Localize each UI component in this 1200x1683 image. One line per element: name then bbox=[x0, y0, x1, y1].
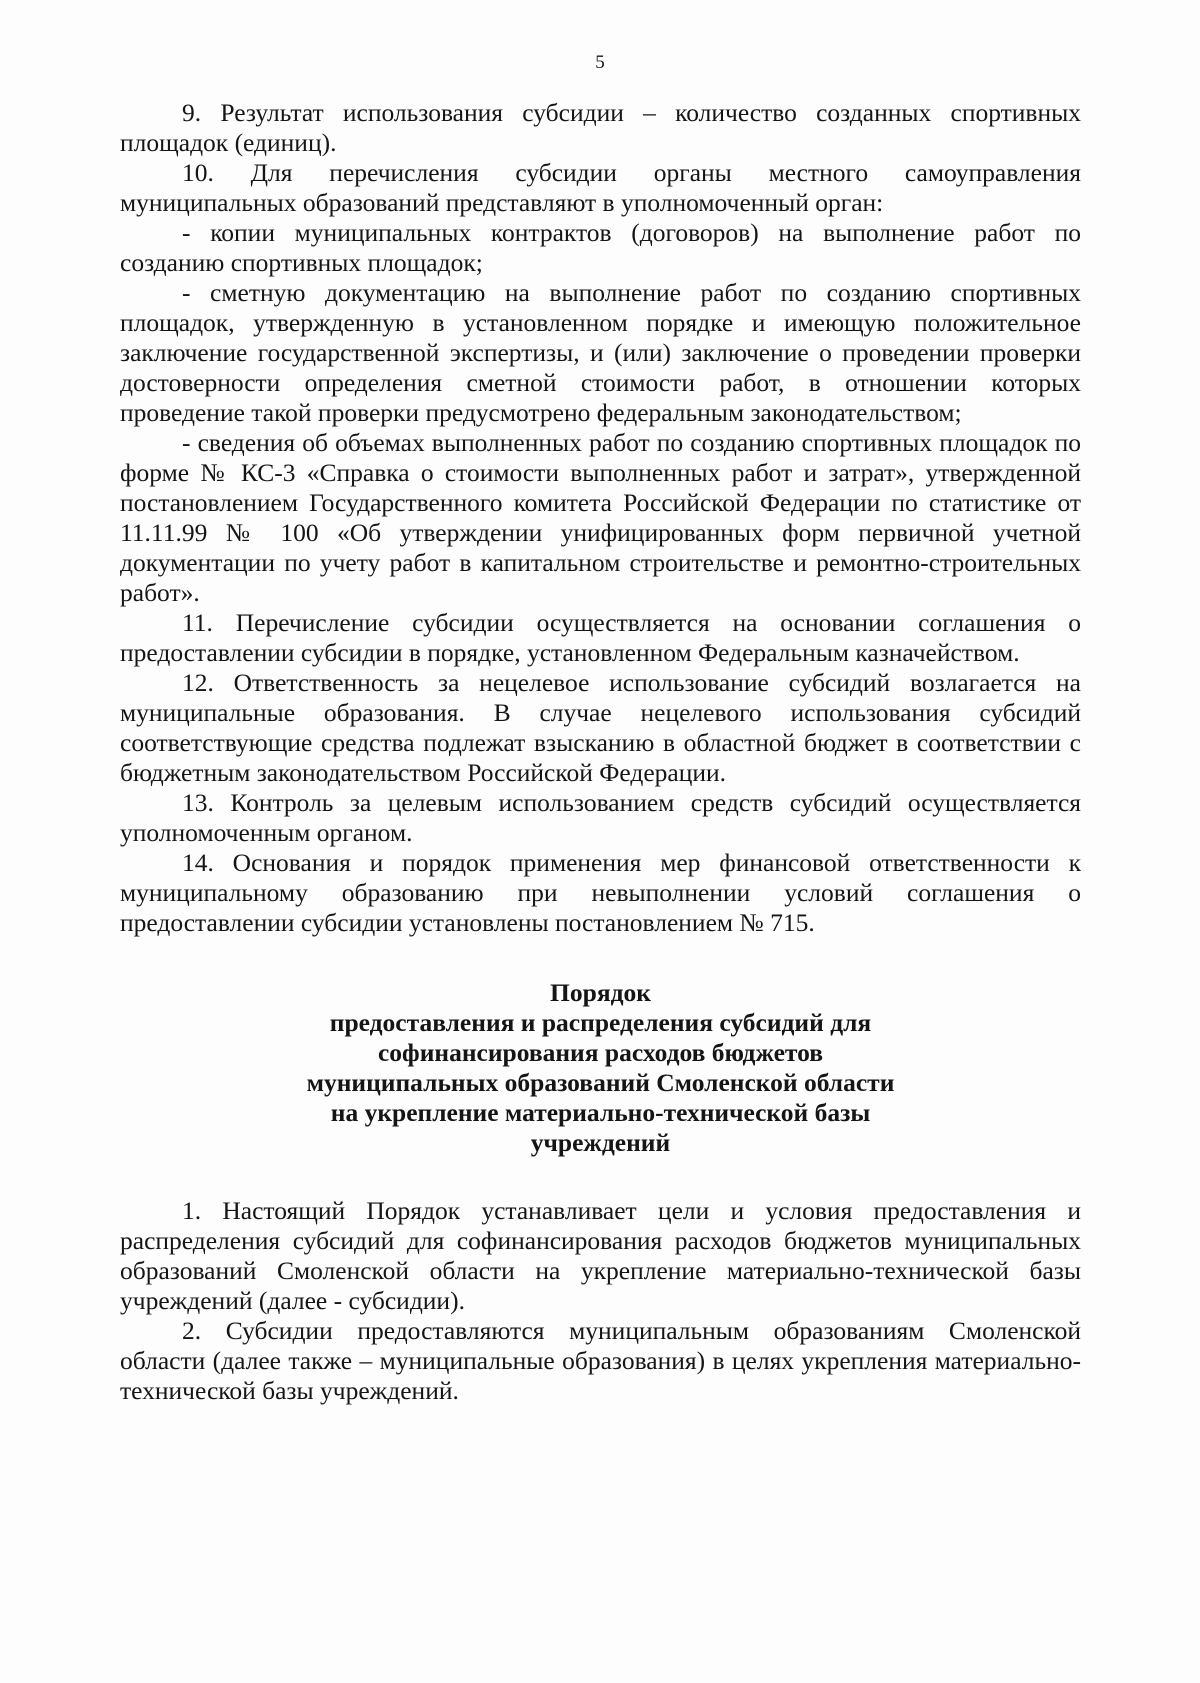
paragraph-12: 12. Ответственность за нецелевое использование субсидий возлагается на муниципальные образования. В случае нецелевого использования субсидий соответствующие средства подлежат взысканию в областной бюджет в соответствии с бюджетным законодательством Российской Федерации. bbox=[120, 668, 1081, 787]
procedure-paragraph-1: 1. Настоящий Порядок устанавливает цели и условия предоставления и распределения субсидий для софинансирования расходов бюджетов муниципальных образований Смоленской области на укрепление материально-технической базы учреждений (далее - субсидии). bbox=[120, 1196, 1081, 1315]
list-item-contracts: - копии муниципальных контрактов (договоров) на выполнение работ по созданию спортивных площадок; bbox=[120, 218, 1081, 277]
paragraph-14: 14. Основания и порядок применения мер финансовой ответственности к муниципальному образованию при невыполнении условий соглашения о предоставлении субсидии установлены постановлением № 715. bbox=[120, 848, 1081, 937]
title-line: на укрепление материально-технической базы bbox=[330, 1098, 871, 1127]
paragraph-11: 11. Перечисление субсидии осуществляется на основании соглашения о предоставлении субсидии в порядке, установленном Федеральным казначейством. bbox=[120, 608, 1081, 667]
paragraph-10: 10. Для перечисления субсидии органы местного самоуправления муниципальных образований представляют в уполномоченный орган: bbox=[120, 158, 1081, 217]
paragraph-9: 9. Результат использования субсидии – количество созданных спортивных площадок (единиц). bbox=[120, 98, 1081, 157]
title-line: учреждений bbox=[530, 1128, 671, 1157]
title-line: предоставления и распределения субсидий для bbox=[329, 1008, 872, 1037]
paragraph-13: 13. Контроль за целевым использованием средств субсидий осуществляется уполномоченным органом. bbox=[120, 788, 1081, 847]
list-item-estimate-docs: - сметную документацию на выполнение работ по созданию спортивных площадок, утвержденную в установленном порядке и имеющую положительное заключение государственной экспертизы, и (или) заключение о проведении проверки достоверности определения сметной стоимости работ, в отношении которых проведение такой проверки предусмотрено федеральным законодательством; bbox=[120, 278, 1081, 427]
title-line: софинансирования расходов бюджетов bbox=[377, 1038, 824, 1067]
page-number: 5 bbox=[595, 52, 605, 73]
list-item-ks3-info: - сведения об объемах выполненных работ по созданию спортивных площадок по форме № КС-3 «Справка о стоимости выполненных работ и затрат», утвержденной постановлением Государственного комитета Российской Федерации по статистике от 11.11.99 № 100 «Об утверждении унифицированных форм первичной учетной документации по учету работ в капитальном строительстве и ремонтно-строительных работ». bbox=[120, 428, 1081, 607]
document-body bbox=[120, 98, 1081, 1406]
title-line: Порядок bbox=[550, 978, 651, 1007]
procedure-paragraph-2: 2. Субсидии предоставляются муниципальным образованиям Смоленской области (далее также – муниципальные образования) в целях укрепления материально-технической базы учреждений. bbox=[120, 1316, 1081, 1405]
title-line: муниципальных образований Смоленской области bbox=[306, 1068, 895, 1097]
section-title bbox=[120, 978, 1081, 1158]
